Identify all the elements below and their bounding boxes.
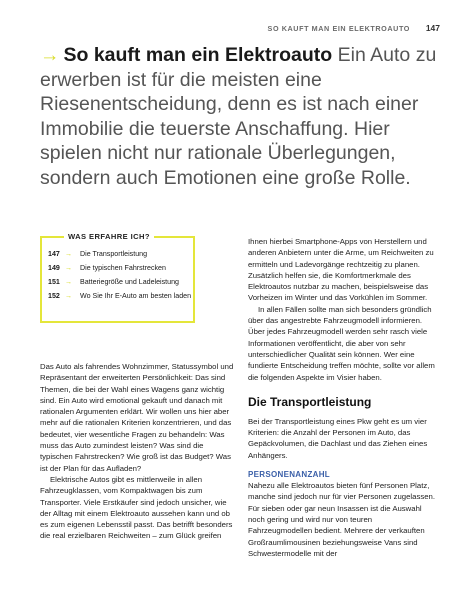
arrow-right-icon: → (40, 44, 60, 66)
chapter-intro (40, 43, 440, 190)
running-header (0, 22, 468, 36)
overview-item (48, 264, 193, 274)
arrow-right-icon: → (65, 278, 73, 287)
overview-item (48, 292, 193, 302)
body-column-right (248, 236, 438, 559)
body-column-left (40, 361, 237, 542)
overview-box-title: WAS ERFAHRE ICH? (64, 232, 154, 241)
overview-list (48, 250, 193, 306)
body-paragraph: Elektrische Autos gibt es mittlerweile in allen Fahrzeugklassen, vom Kompaktwagen bis zum Transporter. Viele Erstkäufer sind jedoch unsicher, wie der Alltag mit einem Elektroauto aussehen kann und ob es zum eigenen Lebensstil passt. Das betrifft besonders die real erzielbaren Reichweiten – zum Glück greifen (40, 474, 233, 541)
intro-text: Ein Auto zu erwerben ist für die meisten eine Riesenentscheidung, denn es ist nach einer Immobilie die teuerste Anschaffung. Hier spielen nicht nur rationale Überlegungen, sondern auch Emotionen eine große Rolle. (40, 44, 437, 189)
arrow-right-icon: → (65, 292, 73, 301)
body-paragraph: Bei der Transportleistung eines Pkw geht es um vier Kriterien: die Anzahl der Personen im Auto, das Gepäckvolumen, die Dachlast und das Ziehen eines Anhängers. (248, 416, 428, 460)
arrow-right-icon: → (65, 264, 73, 273)
overview-item-label: Die Transportleistung (80, 250, 148, 258)
overview-item-page: 149 (48, 264, 60, 273)
body-paragraph: Das Auto als fahrendes Wohnzimmer, Statussymbol und Repräsentant der erweiterten Persönlichkeit: Das sind Themen, die bei der Wahl eines Wagens ganz wichtig sind. Ein Auto wird emotional gekauft und danach mit rationalen Argumenten erklärt. Wir wollen uns hier aber mehr auf die rationalen Kriterien konzentrieren, und das bedeutet, vier wesentliche Fragen zu behandeln: Was muss das Auto zumindest leisten? Was sind die typischen Fahrstrecken? Wie groß ist das Budget? Was ist der Plan für das Aufladen? (40, 362, 234, 473)
overview-item-page: 151 (48, 278, 60, 287)
body-paragraph: Nahezu alle Elektroautos bieten fünf Personen Platz, manche sind jedoch nur für vier Personen zugelassen. Für sieben oder gar neun Insassen ist die Auswahl noch gering und wird nur von teuren Fahrzeugmodellen bedient. Mehrere der verkauften Großraumlimousinen beziehungsweise Vans sind Schwestermodelle mit der (248, 481, 435, 558)
overview-box (40, 232, 195, 323)
subsection-heading: PERSONENANZAHL (248, 470, 330, 480)
body-paragraph: Ihnen hierbei Smartphone-Apps von Herstellern und anderen Anbietern unter die Arme, um Reichweiten zu ermitteln und Ladevorgänge rechtzeitig zu planen. Zusätzlich helfen sie, die Komfortmerkmale des Elektroautos nutzbar zu machen, beispielsweise das Vorheizen im Winter und das Vorkühlen im Sommer. (248, 237, 434, 303)
overview-item-label: Wo Sie Ihr E-Auto am besten laden (80, 292, 192, 301)
overview-item (48, 278, 193, 288)
overview-item-label: Batteriegröße und Ladeleistung (80, 278, 179, 287)
overview-item (48, 250, 193, 260)
chapter-title: So kauft man ein Elektroauto (63, 44, 333, 66)
overview-item-page: 152 (48, 292, 60, 301)
overview-item-page: 147 (48, 250, 60, 258)
body-paragraph: In allen Fällen sollte man sich besonders gründlich über das angestrebte Fahrzeugmodell informieren. Über jedes Fahrzeugmodell werden sehr rasch viele Informationen veröffentlicht, die aber von sehr unterschiedlicher Qualität sein können. Wer eine fundierte Entscheidung treffen möchte, sollte vor allem die folgenden Aspekte im Visier haben. (248, 304, 435, 382)
page-number: 147 (425, 23, 440, 33)
overview-item-label: Die typischen Fahrstrecken (80, 264, 166, 273)
arrow-right-icon: → (65, 250, 73, 258)
section-heading: Die Transportleistung (248, 394, 372, 409)
running-header-section: SO KAUFT MAN EIN ELEKTROAUTO (267, 24, 410, 33)
